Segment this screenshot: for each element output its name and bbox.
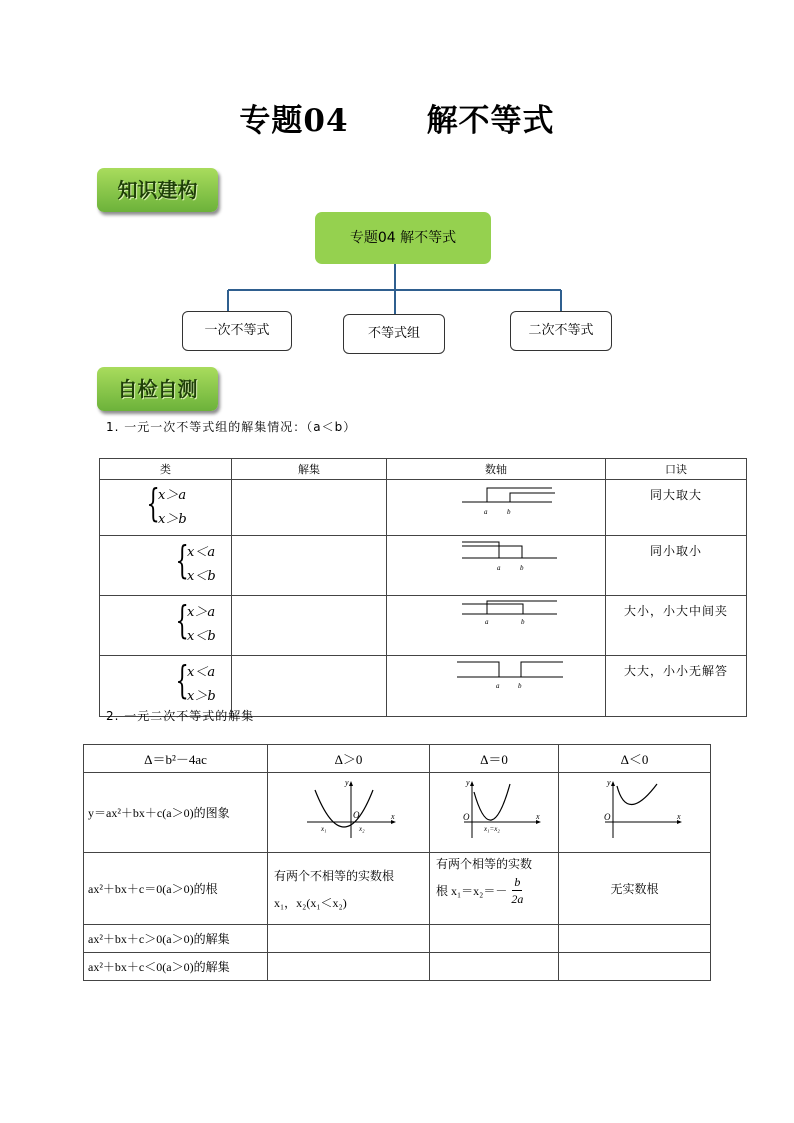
col-header-discriminant: Δ＝b²－4ac [84,745,268,773]
answer-cell [559,953,711,981]
row-label-less-than: ax²＋bx＋c＜0(a＞0)的解集 [84,953,268,981]
row-label-greater-than: ax²＋bx＋c＞0(a＞0)的解集 [84,925,268,953]
table-row [84,773,711,853]
inequality-line-1: x＜a [187,665,216,680]
mnemonic-cell: 同大取大 [606,480,747,536]
quadratic-table [83,744,711,981]
number-line-cell [387,536,606,596]
col-header-mnemonic: 口诀 [606,459,747,480]
graph-cell-negative [559,773,711,853]
axis-x-label: x [536,812,540,821]
col-header-delta-negative: Δ＜0 [559,745,711,773]
parabola-two-roots [299,778,399,844]
solution-cell [232,536,387,596]
solution-cell [232,656,387,717]
roots-zero-line1: 有两个相等的实数 [436,857,533,871]
question-2-label: 2. 一元二次不等式的解集 [106,709,255,723]
parabola-one-root [444,778,544,844]
col-header-type: 类 [100,459,232,480]
number-line-no-solution [387,656,605,713]
answer-cell [559,925,711,953]
fraction [511,874,523,907]
solution-cell [232,480,387,536]
answer-cell [430,953,559,981]
brace: { [175,658,189,702]
tick-label-b: b [518,682,522,690]
equal-roots-label: x₁=x₂ [484,825,500,833]
root1-label: x₁ [320,825,327,833]
tick-label-b: b [521,618,525,626]
answer-cell [430,925,559,953]
mnemonic-cell: 大大，小小无解答 [606,656,747,717]
parabola-no-roots [585,778,685,844]
brace: { [175,538,189,582]
table-row [100,536,747,596]
inequality-line-1: x＞a [187,605,216,620]
origin-label: O [352,810,359,820]
table-row [100,596,747,656]
brace: { [146,481,160,525]
col-header-number-line: 数轴 [387,459,606,480]
solution-cell [232,596,387,656]
roots-cell-negative: 无实数根 [559,853,711,925]
axis-y-label: y [606,778,611,787]
mindmap-root: 专题04 解不等式 [315,212,491,264]
inequality-line-2: x＜b [187,629,216,644]
origin-label: O [463,812,470,822]
inequality-line-2: x＜b [187,569,216,584]
number-line-same-less [387,536,605,592]
type-cell [100,536,232,596]
axis-x-label: x [676,812,681,821]
section-tab-selftest: 自检自测 [97,367,218,411]
section-tab-knowledge: 知识建构 [97,168,218,212]
inequality-line-1: x＞a [158,488,187,503]
col-header-delta-positive: Δ＞0 [268,745,430,773]
answer-cell [268,953,430,981]
roots-positive-line2: x₁，x₂(x₁＜x₂) [274,895,347,910]
answer-cell [268,925,430,953]
mnemonic-cell: 同小取小 [606,536,747,596]
number-line-between [387,596,605,652]
table-row [84,925,711,953]
question-1-label: 1. 一元一次不等式组的解集情况：（a＜b） [106,420,357,434]
mindmap-child-linear: 一次不等式 [182,311,292,351]
root2-label: x₂ [358,825,365,833]
roots-positive-line1: 有两个不相等的实数根 [274,868,395,883]
mindmap-child-system: 不等式组 [343,314,445,354]
inequality-line-1: x＜a [187,545,216,560]
mindmap-child-quadratic: 二次不等式 [510,311,612,351]
type-cell [100,596,232,656]
graph-cell-positive [268,773,430,853]
inequality-line-2: x＞b [187,689,216,704]
tick-label-b: b [507,508,511,516]
row-label-roots: ax²＋bx＋c＝0(a＞0)的根 [84,853,268,925]
roots-cell-positive [268,853,430,925]
col-header-delta-zero: Δ＝0 [430,745,559,773]
tick-label-a: a [496,682,500,690]
mindmap-connectors [0,0,794,360]
number-line-cell [387,480,606,536]
linear-system-table [99,458,747,717]
tick-label-b: b [520,564,524,572]
graph-cell-zero [430,773,559,853]
inequality-line-2: x＞b [158,512,187,527]
type-cell [100,480,232,536]
title-topic-number: 专题04 [239,103,349,139]
table-row [84,953,711,981]
axis-y-label: y [466,778,470,787]
roots-zero-formula [436,874,558,907]
table-row [84,853,711,925]
origin-label: O [603,812,610,822]
axis-y-label: y [344,778,349,787]
tick-label-a: a [484,508,488,516]
roots-zero-line2: 根 x₁＝x₂＝－ [436,884,508,898]
row-label-graph: y＝ax²＋bx＋c(a＞0)的图象 [84,773,268,853]
mnemonic-cell: 大小，小大中间夹 [606,596,747,656]
table-row [100,480,747,536]
roots-cell-zero [430,853,559,925]
col-header-solution: 解集 [232,459,387,480]
number-line-cell [387,656,606,717]
brace: { [175,598,189,642]
fraction-denominator: 2a [511,892,524,906]
tick-label-a: a [497,564,501,572]
number-line-same-greater [387,480,605,532]
title-topic-name: 解不等式 [426,103,555,139]
tick-label-a: a [485,618,489,626]
axis-x-label: x [390,812,395,821]
fraction-numerator: b [514,875,521,889]
number-line-cell [387,596,606,656]
